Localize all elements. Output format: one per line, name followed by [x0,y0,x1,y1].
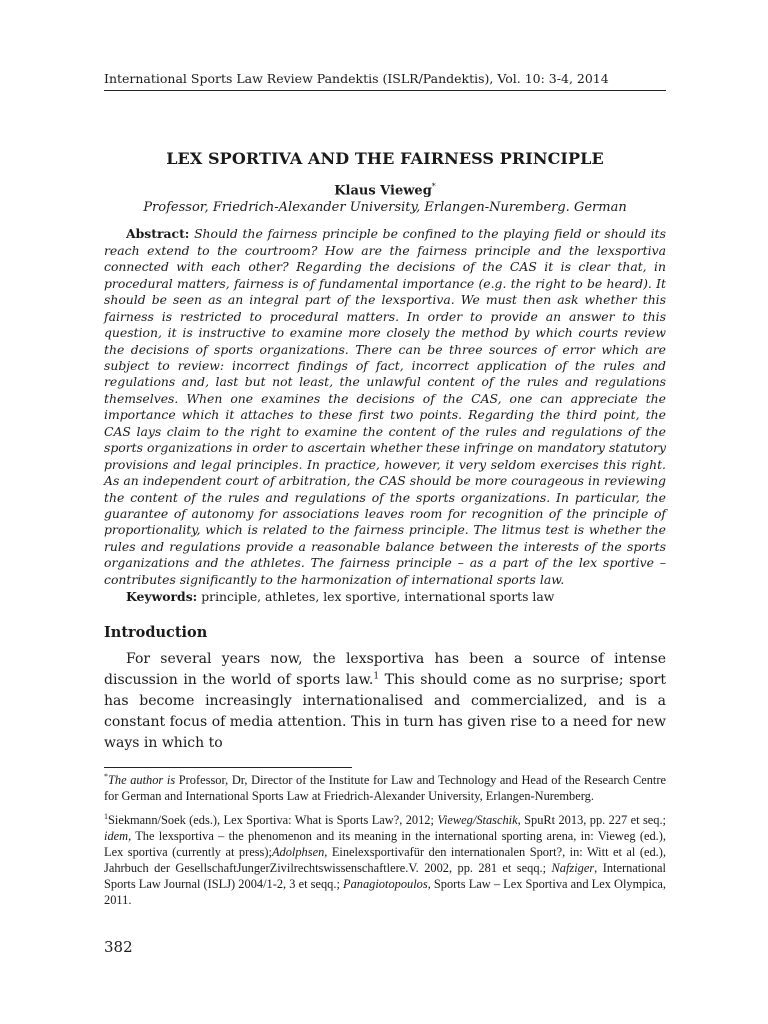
footnote-1-italic: idem, [104,829,132,843]
keywords-text: principle, athletes, lex sportive, international sports law [201,589,555,605]
footnotes [104,772,666,916]
footnote-1-italic: Panagiotopoulos [343,877,428,891]
introduction-paragraph [104,649,666,754]
author-line [104,182,666,198]
intro-text-rest: This should come as no surprise; sport has become increasingly internationalised and commercialized, and is a constant focus of media attention. This in turn has given rise to a need for new ways in which to [104,671,666,751]
footnote-reference-1[interactable]: 1 [373,671,380,682]
page-body [104,70,666,754]
footnote-1-text: The lexsportiva – the phenomenon and its meaning in the international sporting arena, in: Vieweg (ed.), Lex sportiva (currently at press); [104,829,666,859]
author-name: Klaus Vieweg [334,183,432,199]
article-title: LEX SPORTIVA AND THE FAIRNESS PRINCIPLE [166,149,604,168]
footnote-divider [104,767,352,768]
section-heading-introduction: Introduction [104,623,208,641]
footnote-1-italic: Adolphsen [271,845,325,859]
abstract-label: Abstract: [126,226,190,242]
footnote-1-text: Siekmann/Soek (eds.), Lex Sportiva: What is Sports Law?, 2012; [108,813,438,827]
footnote-1-text: , Sports Law – Lex Sportiva and Lex Olympica, 2011. [104,877,666,907]
keywords-label: Keywords: [126,589,198,605]
footnote-author-mark: * [104,771,108,781]
footnote-1-mark: 1 [104,811,108,821]
footnote-1-text: , SpuRt 2013, pp. 227 et seq.; [517,813,666,827]
intro-text-start: For several years now, the lexsportiva has been a source of intense discussion in the world of sports law. [104,650,666,688]
footnote-author-italic: The author is [108,773,176,787]
abstract [104,226,666,588]
footnote-1-italic: Nafziger [551,861,595,875]
author-footnote-mark: * [431,182,436,191]
footnote-1 [104,812,666,908]
footnote-1-text: , International Sports Law Journal (ISLJ) 2004/1-2, 3 et seqq.; [104,861,666,891]
keywords [104,589,666,605]
author-affiliation: Professor, Friedrich-Alexander University, Erlangen-Nuremberg. German [143,200,627,216]
footnote-author [104,772,666,804]
footnote-author-text: Professor, Dr, Director of the Institute for Law and Technology and Head of the Research Centre for German and International Sports Law at Friedrich-Alexander University, Erlangen-Nuremberg. [104,773,666,803]
page-number: 382 [104,938,133,956]
footnote-1-italic: Vieweg/Staschik [437,813,518,827]
abstract-text: Should the fairness principle be confined to the playing field or should its reach extend to the courtroom? How are the fairness principle and the lexsportiva connected with each other? Regarding the decisions of the CAS it is clear that, in procedural matters, fairness is of fundamental importance (e.g. the right to be heard). It should be seen as an integral part of the lexsportiva. We must then ask whether this fairness is restricted to procedural matters. In order to provide an answer to this question, it is instructive to examine more closely the method by which courts review the decisions of sports organizations. There can be three sources of error which are subject to review: incorrect findings of fact, incorrect application of the rules and regulations and, last but not least, the unlawful content of the rules and regulations themselves. When one examines the decisions of the CAS, one can appreciate the importance which it attaches to these first two points. Regarding the third point, the CAS lays claim to the right to examine the content of the rules and regulations of the sports organizations in order to ascertain whether these infringe on mandatory statutory provisions and legal principles. In practice, however, it very seldom exercises this right. As an independent court of arbitration, the CAS should be more courageous in reviewing the content of the rules and regulations of the sports organizations. In particular, the guarantee of autonomy for associations leaves room for recognition of the principle of proportionality, which is related to the fairness principle. The litmus test is whether the rules and regulations provide a reasonable balance between the interests of the sports organizations and the athletes. The fairness principle – as a part of the lex sportive – contributes significantly to the harmonization of international sports law. [104,226,666,587]
footnote-1-text: , Einelexsportivafür den internationalen Sport?, in: Witt et al (ed.), Jahrbuch der GesellschaftJungerZivilrechtswissenschaftlere.V. 2002, pp. 281 et seqq.; [104,845,666,875]
running-header: International Sports Law Review Pandektis (ISLR/Pandektis), Vol. 10: 3-4, 2014 [104,70,666,91]
